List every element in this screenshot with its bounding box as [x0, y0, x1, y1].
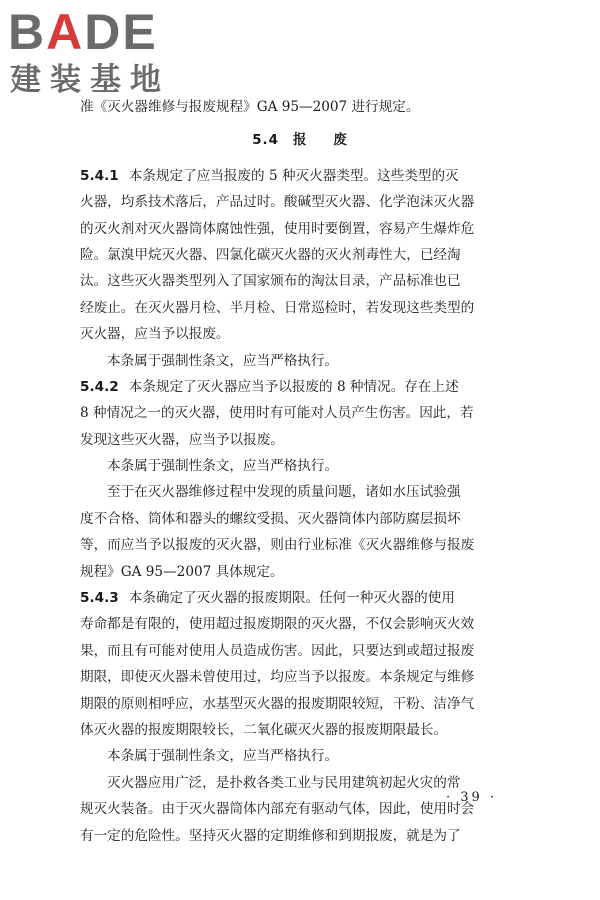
paragraph-line: 5.4.3 本条确定了灭火器的报废期限。任何一种灭火器的使用 — [80, 590, 455, 607]
paragraph-line: 等，而应当予以报废的灭火器，则由行业标准《灭火器维修与报废 — [80, 537, 475, 554]
paragraph-line: 寿命都是有限的，使用超过报废期限的灭火器，不仅会影响灭火效 — [80, 616, 475, 633]
logo-wordmark: BADE — [8, 4, 158, 60]
intro-line: 准《灭火器维修与报废规程》GA 95—2007 进行规定。 — [80, 99, 420, 115]
paragraph-line: 灭火器，应当予以报废。 — [80, 326, 230, 343]
paragraph-line: 5.4.1 本条规定了应当报废的 5 种灭火器类型。这些类型的灭 — [80, 167, 459, 184]
paragraph-line: 规程》GA 95—2007 具体规定。 — [80, 563, 284, 580]
paragraph-line: 至于在灭火器维修过程中发现的质量问题，诸如水压试验强 — [107, 484, 461, 501]
clause-number: 5.4.2 — [80, 378, 119, 395]
section-number: 5.4 — [252, 133, 279, 149]
paragraph-line: 有一定的危险性。坚持灭火器的定期维修和到期报废，就是为了 — [80, 827, 461, 844]
section-title-part: 报 — [292, 133, 308, 149]
clause-number: 5.4.3 — [80, 590, 119, 607]
paragraph-line: 汰。这些灭火器类型列入了国家颁布的淘汰目录，产品标准也已 — [80, 273, 461, 290]
clause-5-4-3 — [80, 585, 520, 849]
paragraph-line: 期限，即使灭火器未曾使用过，均应当予以报废。本条规定与维修 — [80, 669, 475, 686]
paragraph-line: 8 种情况之一的灭火器，使用时有可能对人员产生伤害。因此，若 — [80, 405, 474, 422]
paragraph-line: 险。氯溴甲烷灭火器、四氯化碳灭火器的灭火剂毒性大，已经淘 — [80, 246, 461, 263]
paragraph-line: 体灭火器的报废期限较长，二氧化碳灭火器的报废期限最长。 — [80, 721, 448, 738]
paragraph-line: 期限的原则相呼应，水基型灭火器的报废期限较短，干粉、洁净气 — [80, 695, 475, 712]
paragraph-line: 灭火器应用广泛，是扑救各类工业与民用建筑初起火灾的常 — [107, 774, 461, 791]
paragraph-line: 度不合格、筒体和器头的螺纹受损、灭火器筒体内部防腐层损坏 — [80, 510, 461, 527]
clause-number: 5.4.1 — [80, 167, 119, 184]
page-number: · 39 · — [446, 790, 498, 805]
paragraph-line: 火器，均系技术落后，产品过时。酸碱型灭火器、化学泡沫灭火器 — [80, 194, 475, 211]
logo-subtitle: 建装基地 — [10, 62, 170, 98]
clause-5-4-2 — [80, 374, 520, 585]
bade-logo — [8, 4, 178, 104]
logo-accent-letter: A — [46, 4, 85, 60]
paragraph-line: 5.4.2 本条规定了灭火器应当予以报废的 8 种情况。存在上述 — [80, 378, 459, 395]
paragraph-line: 果，而且有可能对使用人员造成伤害。因此，只要达到或超过报废 — [80, 642, 475, 659]
clause-5-4-1 — [80, 163, 520, 374]
section-heading — [80, 128, 520, 154]
document-page — [80, 94, 520, 849]
mandatory-note: 本条属于强制性条文，应当严格执行。 — [107, 458, 339, 475]
mandatory-note: 本条属于强制性条文，应当严格执行。 — [107, 748, 339, 765]
paragraph-line: 的灭火剂对灭火器筒体腐蚀性强，使用时要倒置，容易产生爆炸危 — [80, 220, 475, 237]
paragraph-line: 规灭火装备。由于灭火器筒体内部充有驱动气体，因此，使用时会 — [80, 801, 475, 818]
paragraph-line: 发现这些灭火器，应当予以报废。 — [80, 431, 284, 448]
mandatory-note: 本条属于强制性条文，应当严格执行。 — [107, 352, 339, 369]
paragraph-line: 经废止。在灭火器月检、半月检、日常巡检时，若发现这些类型的 — [80, 299, 475, 316]
section-title-part: 废 — [333, 133, 348, 149]
